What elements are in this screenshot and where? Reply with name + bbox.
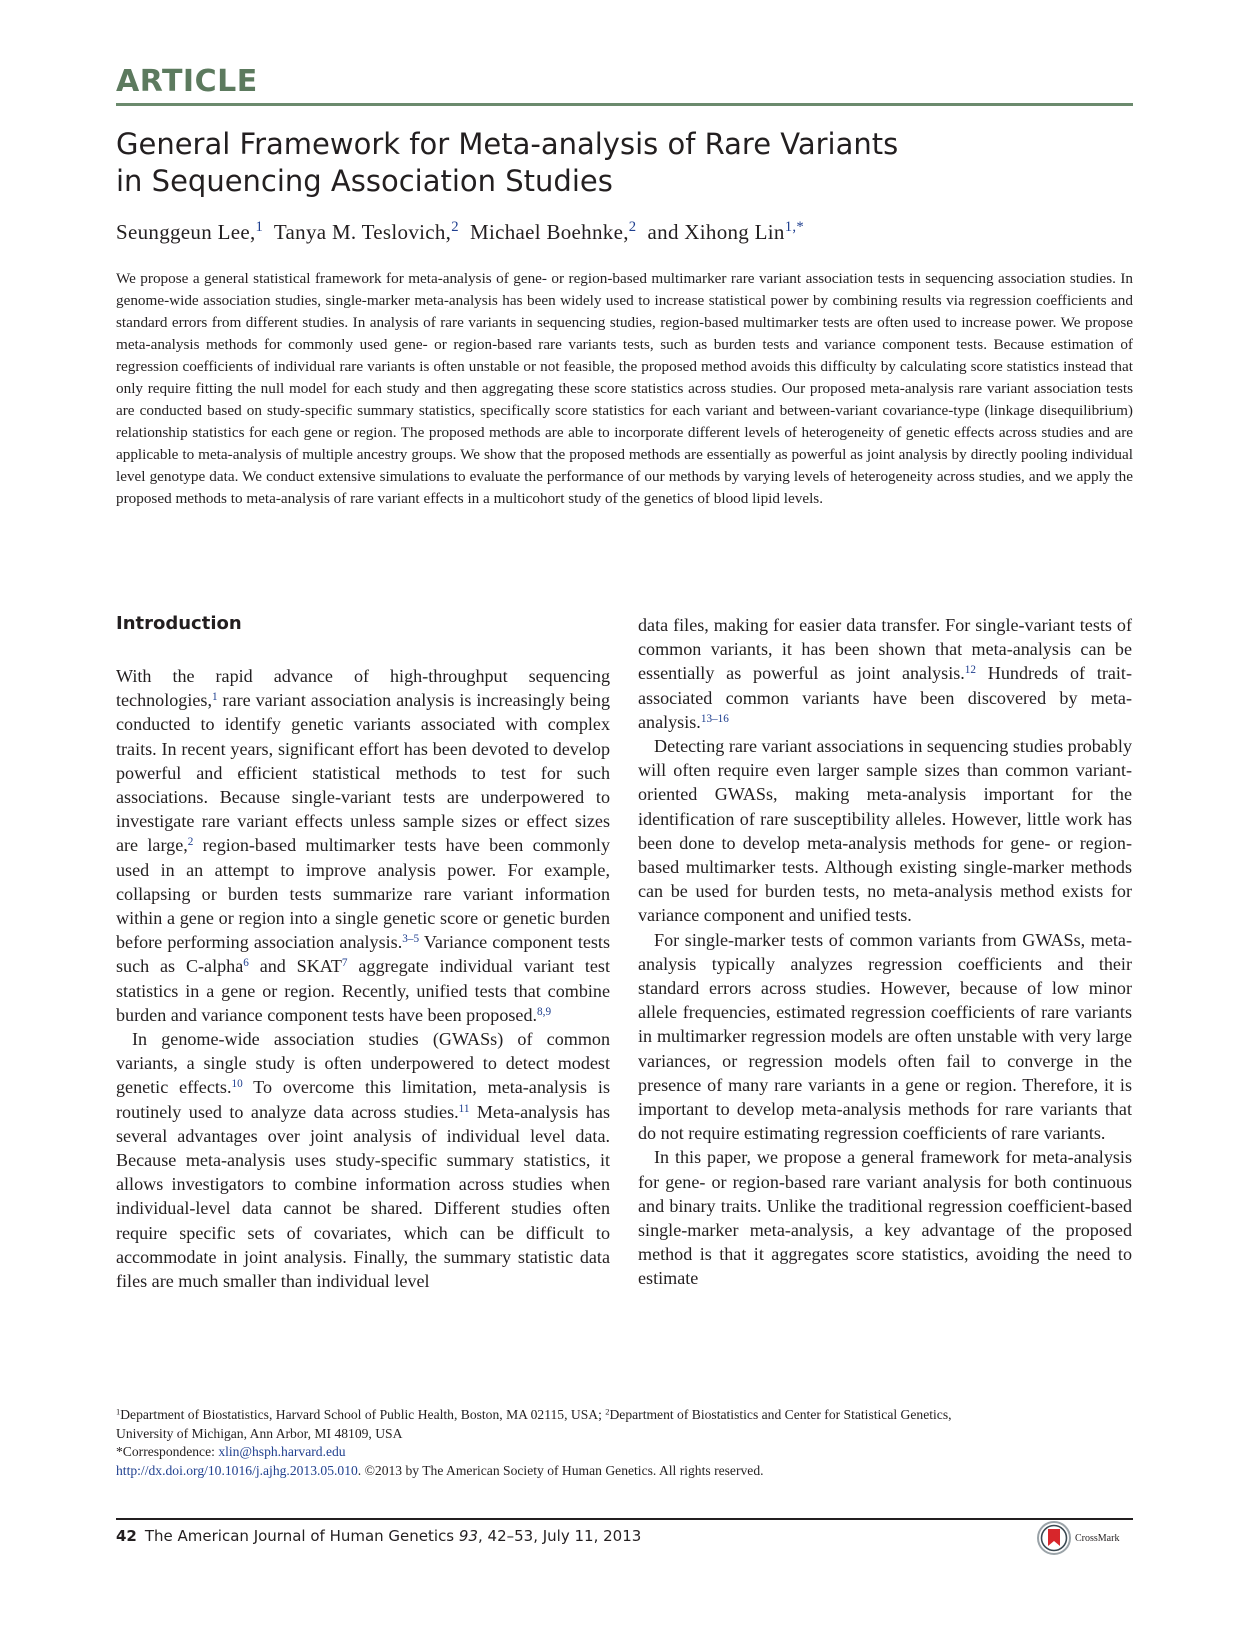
footer-rule: [116, 1518, 1133, 1520]
author-name: Seunggeun Lee,: [116, 220, 256, 244]
paragraph: In genome-wide association studies (GWASs) of common variants, a single study is often underpowered to detect modest genetic effects.$^{10}$ To overcome this limitation, meta-analysis is routinely used to analyze data across studies.$^{11}$ Meta-analysis has several advantages over joint analysis of individual level data. Because meta-analysis uses study-specific summary statistics, it allows investigators to combine information across studies when individual-level data cannot be shared. Different studies often require specific sets of covariates, which can be difficult to accommodate in joint analysis. Finally, the summary statistic data files are much smaller than individual level: [116, 1029, 610, 1292]
article-type-label: ARTICLE: [116, 64, 258, 99]
author-name: Tanya M. Teslovich,: [273, 220, 452, 244]
citation-link[interactable]: 6: [243, 957, 249, 970]
body-column-left: [116, 664, 610, 1293]
paragraph: For single-marker tests of common variants from GWASs, meta-analysis typically analyzes regression coefficients and their standard errors across studies. However, because of low minor allele frequencies, estimated regression coefficients of rare variants in multimarker regression models are often unstable with very large variances, or regression models often fail to converge in the presence of many rare variants in a gene or region. Therefore, it is important to develop meta-analysis methods for rare variants that do not require estimating regression coefficients of rare variants.: [638, 929, 1132, 1144]
header-rule: [116, 103, 1133, 106]
paragraph: With the rapid advance of high-throughput sequencing technologies,$^1$ rare variant association analysis is increasingly being conducted to identify genetic variants associated with complex traits. In recent years, significant effort has been devoted to develop powerful and efficient statistical methods to test for such associations. Because single-variant tests are underpowered to investigate rare variant effects unless sample sizes or effect sizes are large,$^2$ region-based multimarker tests have been commonly used in an attempt to improve analysis power. For example, collapsing or burden tests summarize rare variant information within a gene or region into a single genetic score or genetic burden before performing association analysis.$^{3-5}$ Variance component tests such as C-alpha$^6$ and SKAT$^7$ aggregate individual variant test statistics in a gene or region. Recently, unified tests that combine burden and variance component tests have been proposed.$^{8,9}$: [116, 666, 610, 1025]
citation-link[interactable]: 8,9: [537, 1005, 552, 1018]
abstract: We propose a general statistical framework for meta-analysis of gene- or region-based multimarker rare variant association tests in sequencing association studies. In genome-wide association studies, single-marker meta-analysis has been widely used to increase statistical power by combining results via regression coefficients and standard errors from different studies. In analysis of rare variants in sequencing studies, region-based multimarker tests are often used to increase power. We propose meta-analysis methods for commonly used gene- or region-based rare variants tests, such as burden tests and variance component tests. Because estimation of regression coefficients of individual rare variants is often unstable or not feasible, the proposed method avoids this difficulty by calculating score statistics instead that only require fitting the null model for each study and then aggregating these score statistics across studies. Our proposed meta-analysis rare variant association tests are conducted based on study-specific summary statistics, specifically score statistics for each variant and between-variant covariance-type (linkage disequilibrium) relationship statistics for each gene or region. The proposed methods are able to incorporate different levels of heterogeneity of genetic effects across studies and are applicable to meta-analysis of multiple ancestry groups. We show that the proposed methods are essentially as powerful as joint analysis by directly pooling individual level genotype data. We conduct extensive simulations to evaluate the performance of our methods by varying levels of heterogeneity across studies, and we apply the proposed methods to meta-analysis of rare variant effects in a multicohort study of the genetics of blood lipid levels.: [116, 270, 1133, 507]
section-heading-introduction: Introduction: [116, 613, 242, 634]
citation-link[interactable]: 12: [964, 664, 977, 677]
crossmark-label: CrossMark: [1075, 1532, 1120, 1544]
citation-link[interactable]: 7: [341, 957, 348, 970]
correspondence-label: *Correspondence:: [116, 1444, 219, 1459]
citation-link[interactable]: 3–5: [402, 933, 420, 946]
affiliation-2-continued: University of Michigan, Ann Arbor, MI 48109, USA: [116, 1425, 403, 1441]
affiliation-2: Department of Biostatistics and Center for Statistical Genetics,: [609, 1407, 952, 1422]
author-affiliation[interactable]: 1,*: [784, 218, 804, 235]
author-affiliation[interactable]: 1: [255, 218, 264, 235]
journal-pages-date: , 42–53, July 11, 2013: [478, 1527, 642, 1545]
journal-volume: 93: [458, 1527, 478, 1545]
citation-link[interactable]: 11: [458, 1102, 470, 1115]
page-footer: [116, 1527, 641, 1545]
affiliation-1: Department of Biostatistics, Harvard School of Public Health, Boston, MA 02115, USA;: [120, 1407, 606, 1422]
author-affiliation[interactable]: 2: [628, 218, 637, 235]
affiliation-number: 2: [605, 1406, 610, 1417]
citation-link[interactable]: 13–16: [700, 712, 729, 725]
affiliations: [116, 1406, 1133, 1425]
crossmark-badge[interactable]: [1036, 1520, 1119, 1556]
page-number: 42: [116, 1527, 137, 1545]
affiliation-number: 1: [116, 1406, 121, 1417]
author-list: [116, 220, 804, 245]
correspondence: [116, 1443, 1133, 1462]
correspondence-email-link[interactable]: xlin@hsph.harvard.edu: [218, 1444, 346, 1459]
author-affiliation[interactable]: 2: [451, 218, 459, 235]
citation-link[interactable]: 10: [231, 1078, 243, 1091]
citation-link[interactable]: 2: [187, 836, 194, 849]
paragraph: Detecting rare variant associations in sequencing studies probably will often require even larger sample sizes than common variant-oriented GWASs, making meta-analysis important for the identification of rare susceptibility alleles. However, little work has been done to develop meta-analysis methods for gene- or region-based multimarker tests. Although existing single-marker methods can be used for burden tests, no meta-analysis method exists for variance component and unified tests.: [638, 736, 1132, 926]
footnotes: [116, 1406, 1133, 1480]
doi-line: [116, 1462, 1133, 1481]
author-name: Michael Boehnke,: [470, 220, 629, 244]
copyright-text: . ©2013 by The American Society of Human Genetics. All rights reserved.: [357, 1462, 764, 1478]
journal-name: The American Journal of Human Genetics: [144, 1527, 459, 1545]
citation-link[interactable]: 1: [211, 691, 218, 704]
body-column-right: [638, 613, 1132, 1291]
article-title: [116, 126, 1116, 200]
paragraph: In this paper, we propose a general framework for meta-analysis for gene- or region-based rare variant analysis for both continuous and binary traits. Unlike the traditional regression coefficient-based single-marker meta-analysis, a key advantage of the proposed method is that it aggregates score statistics, avoiding the need to estimate: [638, 1147, 1132, 1289]
author-name: and Xihong Lin: [647, 220, 785, 244]
title-line-1: General Framework for Meta-analysis of Rare Variants: [116, 127, 899, 161]
paragraph: data files, making for easier data transfer. For single-variant tests of common variants, it has been shown that meta-analysis can be essentially as powerful as joint analysis.$^{12}$ Hundreds of trait-associated common variants have been discovered by meta-analysis.$^{13-16}$: [638, 615, 1132, 732]
doi-link[interactable]: http://dx.doi.org/10.1016/j.ajhg.2013.05.010: [116, 1462, 358, 1478]
crossmark-icon: [1036, 1520, 1072, 1556]
title-line-2: in Sequencing Association Studies: [116, 164, 613, 198]
